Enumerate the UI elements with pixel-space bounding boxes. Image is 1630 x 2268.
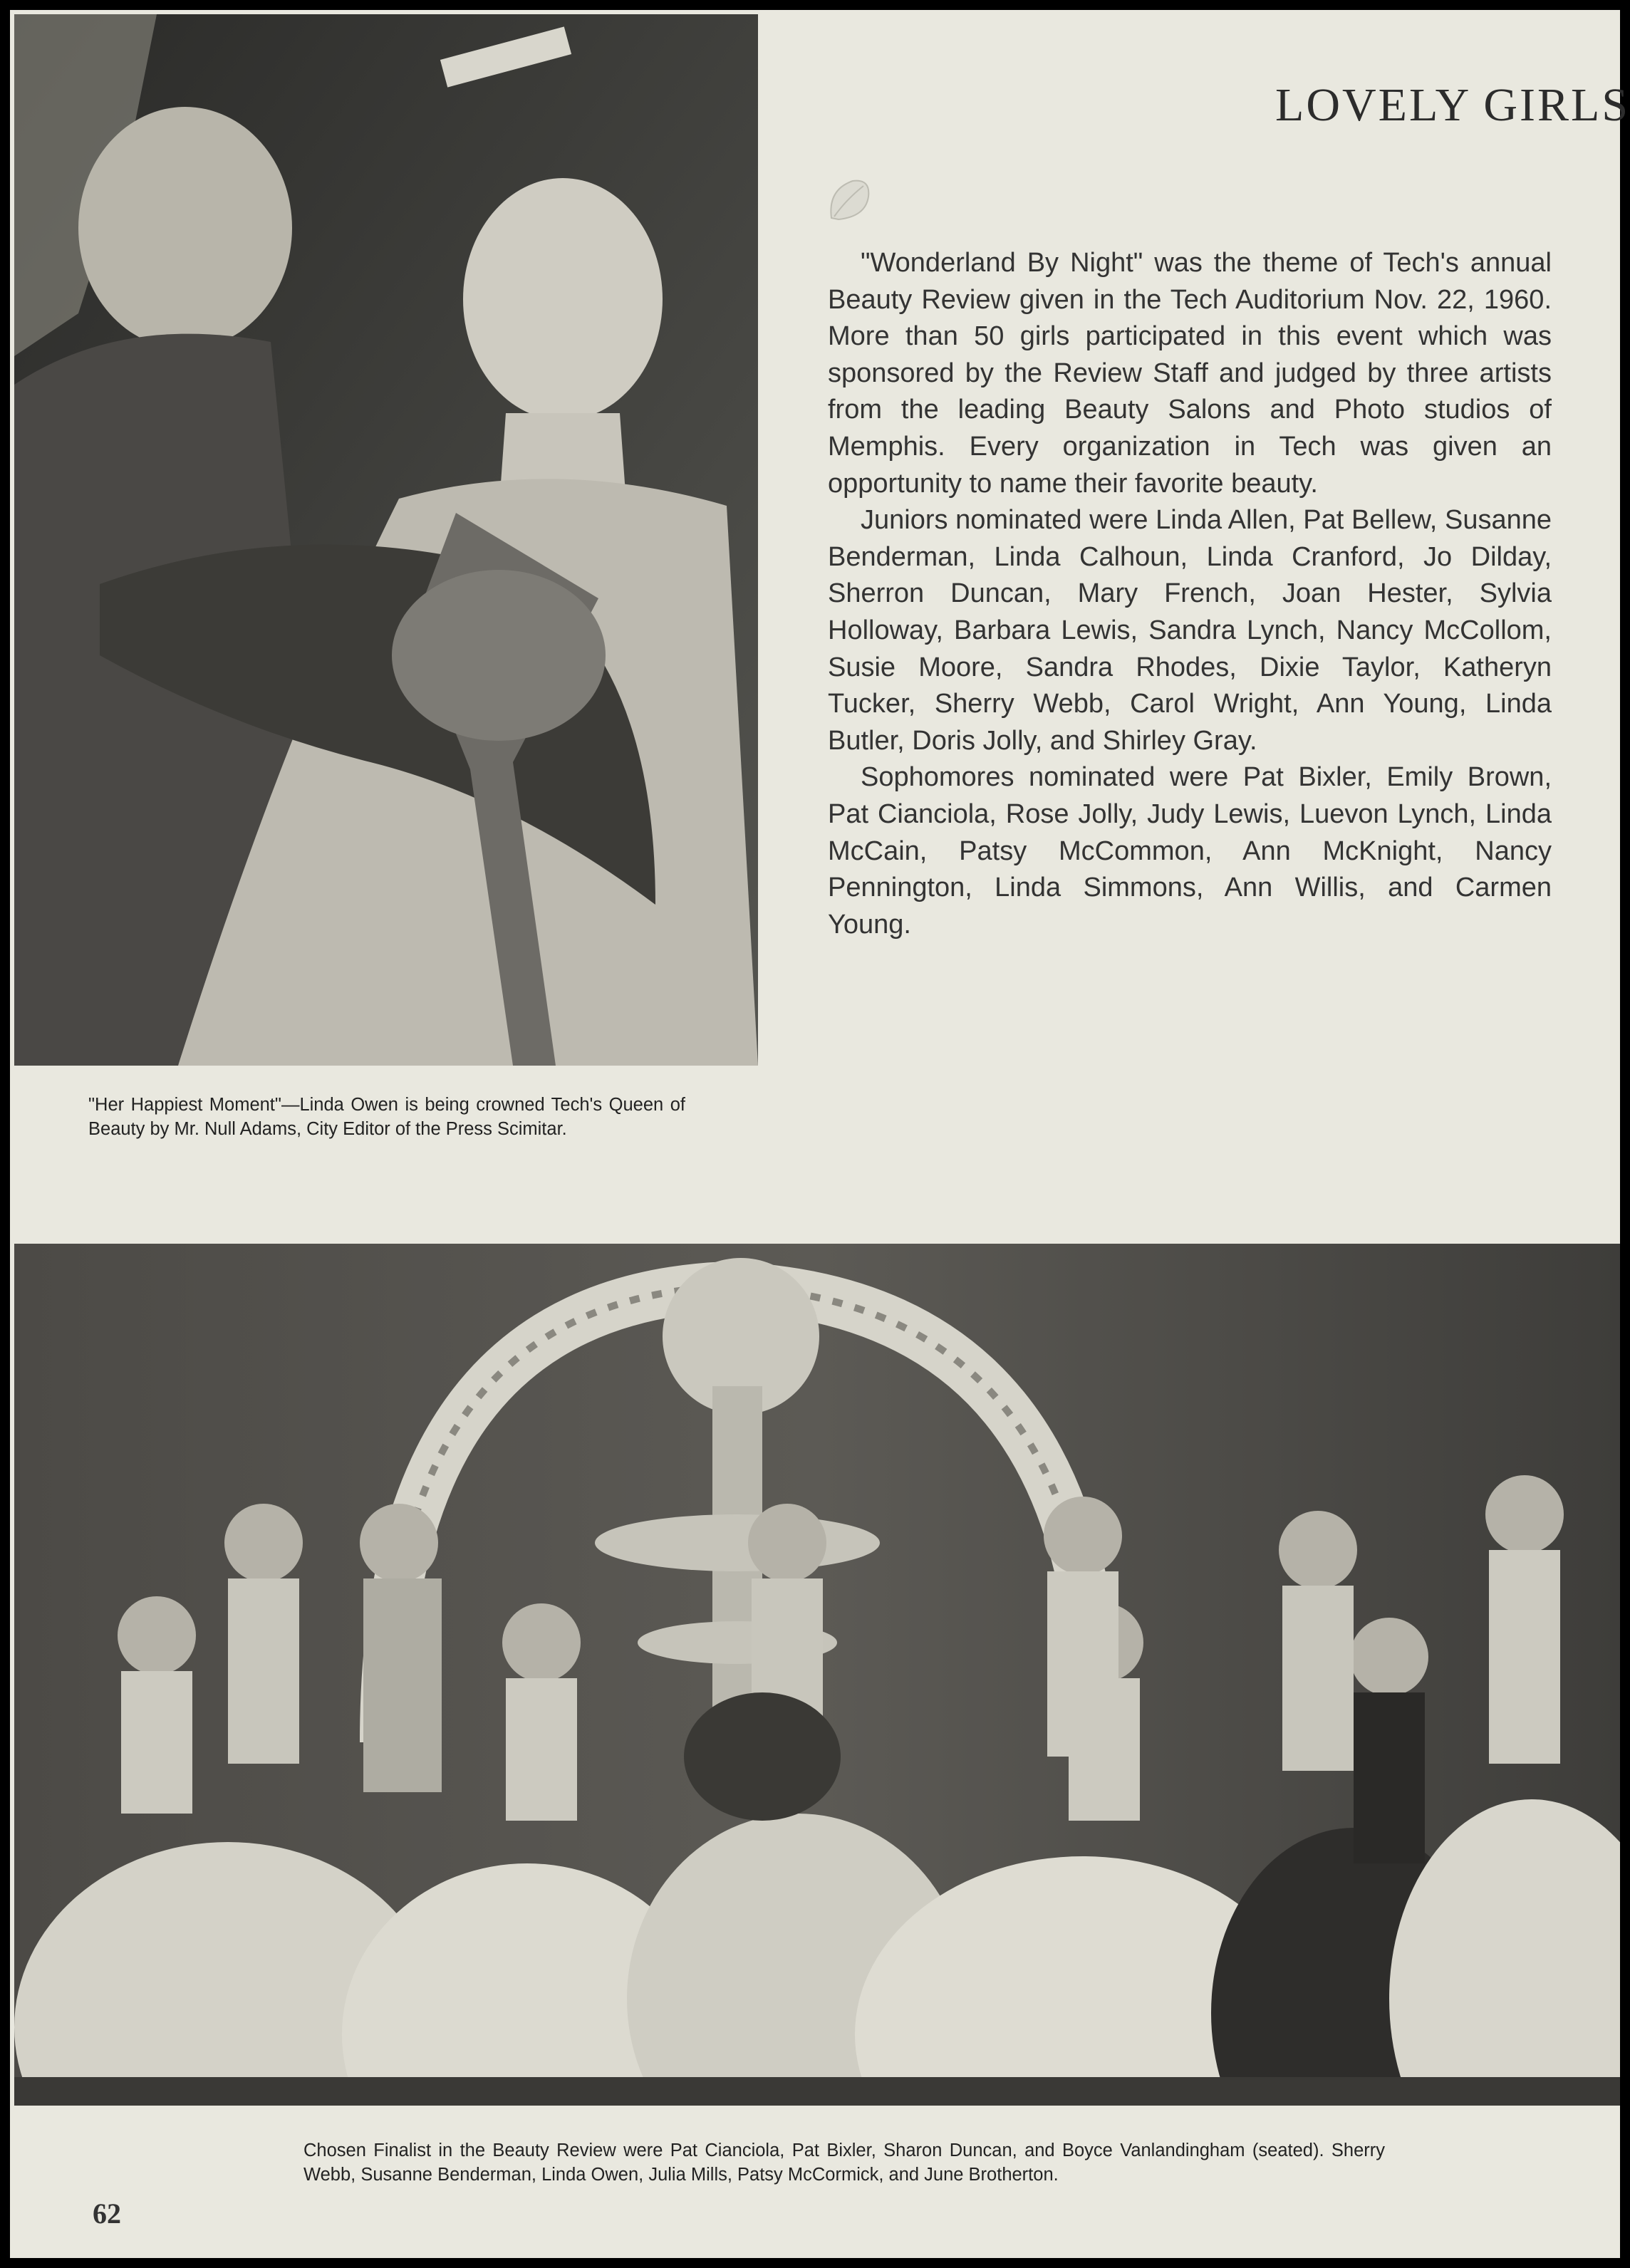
juniors-paragraph: Juniors nominated were Linda Allen, Pat Bellew, Susanne Benderman, Linda Calhoun, Linda Cranford, Jo Dilday, Sherron Duncan, Mary French, Joan Hester, Sylvia Holloway, Barbara Lewis, Sandra Lynch, Nancy McCollom, Susie Moore, Sandra Rhodes, Dixie Taylor, Katheryn Tucker, Sherry Webb, Carol Wright, Ann Young, Linda Butler, Doris Jolly, and Shirley Gray. — [828, 505, 1552, 756]
finalists-photo — [14, 1244, 1620, 2106]
leaf-icon — [824, 175, 874, 225]
finalists-photo-graphic — [14, 1244, 1620, 2106]
finalists-caption: Chosen Finalist in the Beauty Review were Pat Cianciola, Pat Bixler, Sharon Duncan, and Boyce Vanlandingham (seated). Sherry Webb, Susanne Benderman, Linda Owen, Julia Mills, Patsy McCormick, and June Brotherton. — [303, 2140, 1385, 2185]
crowning-photo-graphic — [14, 14, 758, 1066]
article-body — [828, 245, 1552, 943]
intro-paragraph: "Wonderland By Night" was the theme of Tech's annual Beauty Review given in the Tech Auditorium Nov. 22, 1960. More than 50 girls participated in this event which was sponsored by the Review Staff and judged by three artists from the leading Beauty Salons and Photo studios of Memphis. Every organization in Tech was given an opportunity to name their favorite beauty. — [828, 248, 1552, 499]
sophomores-paragraph: Sophomores nominated were Pat Bixler, Emily Brown, Pat Cianciola, Rose Jolly, Judy Lewis, Luevon Lynch, Linda McCain, Patsy McCommon, Ann McKnight, Nancy Pennington, Linda Simmons, Ann Willis, and Carmen Young. — [828, 762, 1552, 940]
page-title: LOVELY GIRLS — [1275, 79, 1630, 131]
crowning-photo — [14, 14, 758, 1066]
crowning-caption: "Her Happiest Moment"—Linda Owen is being crowned Tech's Queen of Beauty by Mr. Null Adams, City Editor of the Press Scimitar. — [88, 1095, 685, 1139]
page-number: 62 — [93, 2197, 121, 2230]
